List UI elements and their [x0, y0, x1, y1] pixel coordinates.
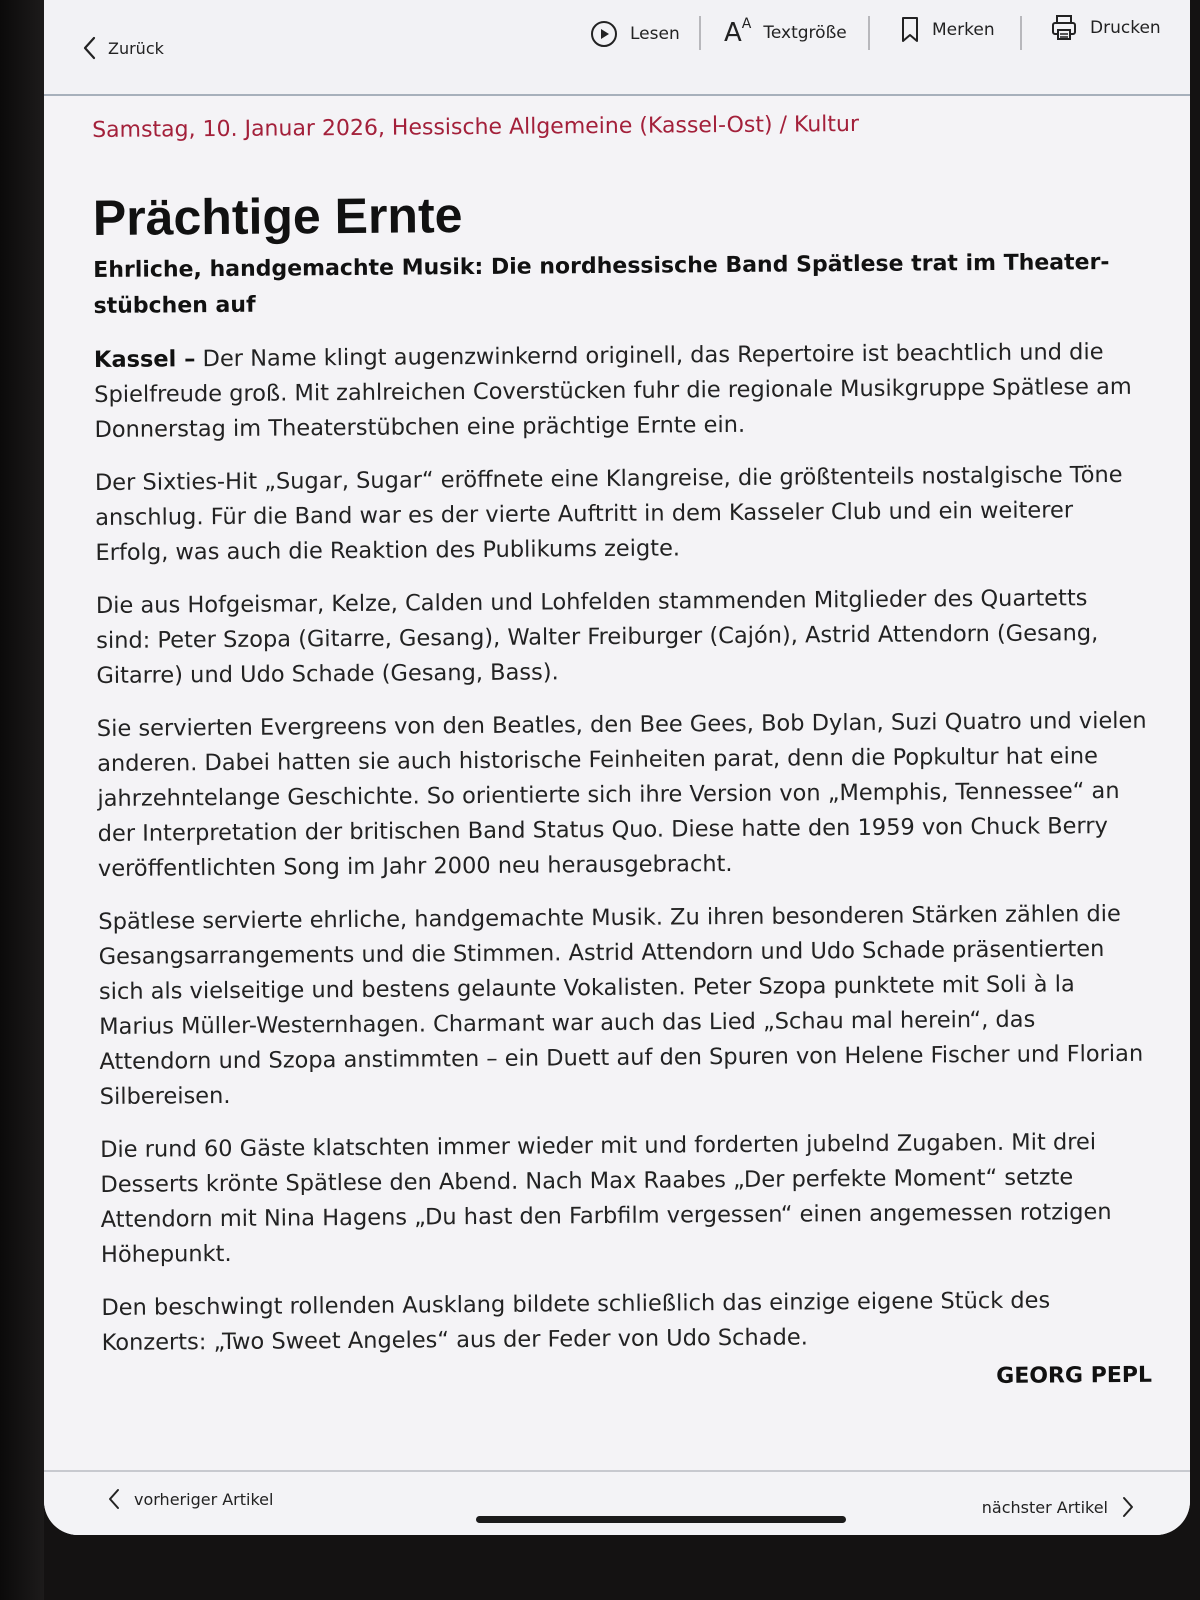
- article-navigation-footer: [44, 1470, 1190, 1535]
- article-paragraph: Die rund 60 Gäste klatschten immer wieder mit und forderten jubelnd Zugaben. Mit drei Desserts krönte Spätlese den Abend. Nach Max Raabes „Der perfekte Moment“ setzte Attendorn mit Nina Hagens „Du hast den Farbfilm vergessen“ einen angemessen rotzigen Höhepunkt.: [100, 1129, 1112, 1268]
- text-size-glyph-small: A: [741, 16, 752, 32]
- previous-article-button[interactable]: [108, 1488, 273, 1510]
- article-subheadline: Ehrliche, handgemachte Musik: Die nordhessische Band Spätlese trat im Theaterstübchen auf: [93, 250, 1110, 319]
- chevron-right-icon: [1122, 1496, 1134, 1518]
- article-paragraph: Spätlese servierte ehrliche, handgemachte Musik. Zu ihren besonderen Stärken zählen die Gesangsarrangements und die Stimmen. Astrid Attendorn und Udo Schade präsentierten sich als vielseitige und bestens gelaunte Vokalisten. Peter Szopa punktete mit Soli à la Marius Müller-Westernhagen. Charmant war auch das Lied „Schau mal herein“, das Attendorn und Szopa anstimmten – ein Duett auf den Spuren von Helene Fischer und Florian Silbereisen.: [98, 900, 1144, 1110]
- back-button[interactable]: [82, 36, 164, 60]
- top-toolbar: [44, 0, 1190, 96]
- text-size-label: Textgröße: [763, 23, 847, 43]
- chevron-left-icon: [108, 1488, 120, 1510]
- printer-icon: [1050, 14, 1078, 42]
- article-paragraph: Den beschwingt rollenden Ausklang bildete schließlich das einzige eigene Stück des Konzerts: „Two Sweet Angeles“ aus der Feder von Udo Schade.: [101, 1287, 1051, 1356]
- play-circle-icon: [590, 20, 618, 48]
- read-aloud-label: Lesen: [630, 24, 680, 44]
- home-indicator[interactable]: [476, 1516, 846, 1523]
- print-button[interactable]: [1050, 14, 1161, 42]
- toolbar-divider: [1020, 16, 1022, 50]
- article-author: GEORG PEPL: [996, 1362, 1153, 1389]
- toolbar-divider: [699, 16, 701, 50]
- article-paragraph: Sie servierten Evergreens von den Beatles, den Bee Gees, Bob Dylan, Suzi Quatro und vielen anderen. Dabei hatten sie auch historische Feinheiten parat, denn die Popkultur hat eine jahrzehntelange Geschichte. So orientierte sich ihre Version von „Memphis, Tennessee“ an der Interpretation der britischen Band Status Quo. Diese hatte den 1959 von Chuck Berry veröffentlichten Song im Jahr 2000 neu herausgebracht.: [96, 707, 1147, 882]
- next-article-button[interactable]: [982, 1496, 1134, 1518]
- device-bezel: [0, 0, 44, 1600]
- print-label: Drucken: [1090, 18, 1161, 38]
- text-size-button[interactable]: [724, 18, 847, 48]
- article-paragraph-text: Der Name klingt augenzwinkernd originell, das Repertoire ist beachtlich und die Spielfreude groß. Mit zahlreichen Coverstücken fuhr die regionale Musikgruppe Spätlese am Donnerstag im Theaterstübchen eine prächtige Ernte ein.: [94, 339, 1132, 443]
- article-paragraph: [94, 335, 1145, 448]
- article-paragraph: Der Sixties-Hit „Sugar, Sugar“ eröffnete eine Klangreise, die größtenteils nostalgische Töne anschlug. Für die Band war es der vierte Auftritt in dem Kasseler Club und ein weiterer Erfolg, was auch die Reaktion des Publikums zeigte.: [94, 461, 1123, 566]
- previous-article-label: vorheriger Artikel: [134, 1489, 274, 1509]
- reader-screen: [44, 0, 1190, 1535]
- next-article-label: nächster Artikel: [981, 1497, 1108, 1517]
- article-headline: Prächtige Ernte: [92, 187, 463, 246]
- toolbar-divider: [868, 16, 870, 50]
- article-content: [92, 102, 1152, 1396]
- read-aloud-button[interactable]: [590, 20, 680, 48]
- bookmark-label: Merken: [932, 20, 995, 40]
- bookmark-icon: [900, 16, 920, 44]
- bookmark-button[interactable]: [900, 16, 995, 44]
- back-label: Zurück: [108, 38, 164, 58]
- article-dateline: Samstag, 10. Januar 2026, Hessische Allgemeine (Kassel-Ost) / Kultur: [92, 111, 860, 143]
- article-place: Kassel –: [93, 346, 196, 373]
- chevron-left-icon: [82, 36, 96, 60]
- article-paragraph: Die aus Hofgeismar, Kelze, Calden und Lohfelden stammenden Mitglieder des Quartetts sind: Peter Szopa (Gitarre, Gesang), Walter Freiburger (Cajón), Astrid Attendorn (Gesang, Gitarre) und Udo Schade (Gesang, Bass).: [95, 585, 1099, 689]
- text-size-glyph: A: [724, 18, 742, 48]
- text-size-icon: [724, 18, 751, 48]
